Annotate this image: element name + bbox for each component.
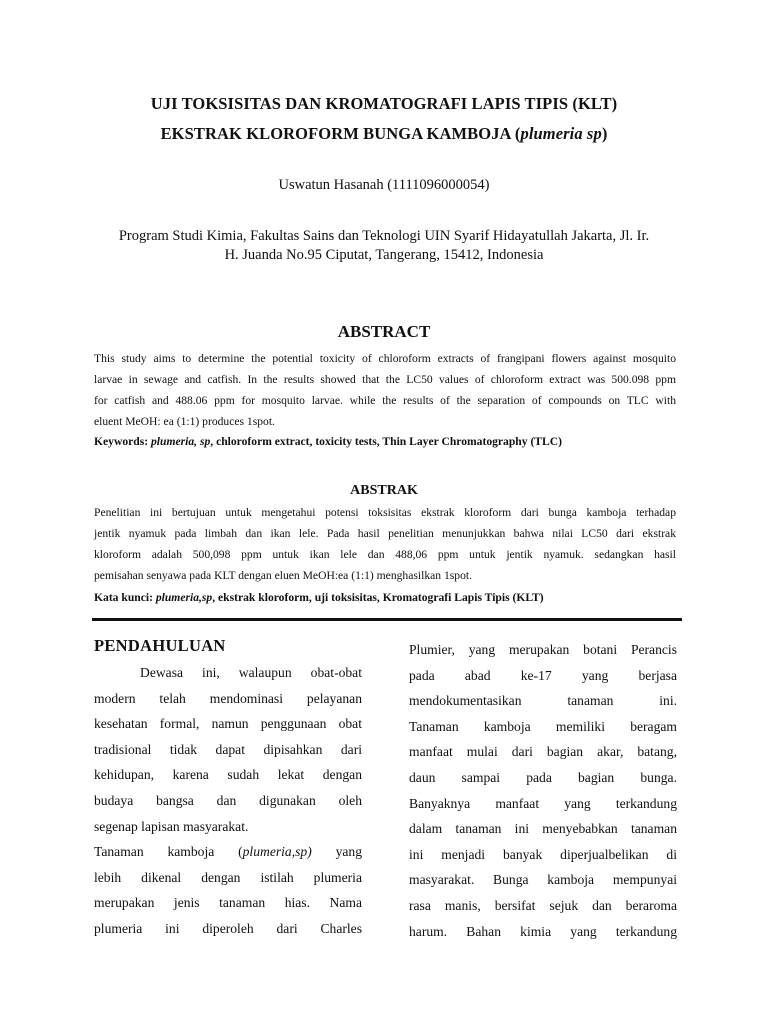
intro-right-column xyxy=(409,637,677,944)
intro-line: daun sampai pada bagian bunga. xyxy=(409,769,677,785)
intro-line: manfaat mulai dari bagian akar, batang, xyxy=(409,744,677,760)
intro-p2-suffix: yang xyxy=(311,844,362,860)
kata-kunci-list: , ekstrak kloroform, uji toksisitas, Kromatografi Lapis Tipis (KLT) xyxy=(212,591,544,604)
abstrak-keywords xyxy=(94,591,694,604)
abstract-keywords xyxy=(94,435,694,448)
abstrak-heading: ABSTRAK xyxy=(350,483,418,498)
keywords-list: , chloroform extract, toxicity tests, Thin Layer Chromatography (TLC) xyxy=(210,435,563,448)
section-divider xyxy=(92,618,682,621)
intro-line: Dewasa ini, walaupun obat-obat xyxy=(140,665,362,680)
abstrak-line: Penelitian ini bertujuan untuk mengetahui potensi toksisitas ekstrak kloroform dari bunga kamboja terhadap xyxy=(94,506,676,519)
intro-line: segenap lapisan masyarakat. xyxy=(94,818,249,834)
author-line: Uswatun Hasanah (1111096000054) xyxy=(278,177,490,193)
kata-kunci-label: Kata kunci: xyxy=(94,591,156,604)
intro-line: lebih dikenal dengan istilah plumeria xyxy=(94,869,362,885)
abstrak-body xyxy=(94,502,676,586)
intro-line: masyarakat. Bunga kamboja mempunyai xyxy=(409,872,677,888)
title-species: plumeria sp xyxy=(520,124,602,143)
intro-line: kesehatan formal, namun penggunaan obat xyxy=(94,716,362,732)
intro-p2-prefix: Tanaman kamboja ( xyxy=(94,844,243,860)
intro-line: rasa manis, bersifat sejuk dan beraroma xyxy=(409,897,677,913)
intro-line: Plumier, yang merupakan botani Perancis xyxy=(409,642,677,657)
keywords-species: plumeria, sp xyxy=(151,435,211,448)
intro-line: tradisional tidak dapat dipisahkan dari xyxy=(94,741,362,757)
intro-line: modern telah mendominasi pelayanan xyxy=(94,690,362,706)
abstract-body xyxy=(94,348,676,432)
title-line-2-suffix: ) xyxy=(601,124,608,143)
kata-kunci-species: plumeria,sp xyxy=(155,591,213,604)
abstract-line: eluent MeOH: ea (1:1) produces 1spot. xyxy=(94,415,275,428)
paper-title-line-2 xyxy=(0,124,768,144)
intro-line xyxy=(94,839,362,865)
intro-species: plumeria,sp) xyxy=(242,844,312,860)
affiliation-line-1: Program Studi Kimia, Fakultas Sains dan Teknologi UIN Syarif Hidayatullah Jakarta, Jl. Ir. xyxy=(118,228,650,244)
intro-line: Banyaknya manfaat yang terkandung xyxy=(409,795,677,811)
intro-line: Tanaman kamboja memiliki beragam xyxy=(409,718,677,734)
intro-line: dalam tanaman ini menyebabkan tanaman xyxy=(409,821,677,837)
paper-title-line-1: UJI TOKSISITAS DAN KROMATOGRAFI LAPIS TIPIS (KLT) xyxy=(150,94,618,113)
intro-line: budaya bangsa dan digunakan oleh xyxy=(94,792,362,808)
intro-line: kehidupan, karena sudah lekat dengan xyxy=(94,767,362,783)
abstrak-line: pemisahan senyawa pada KLT dengan eluen MeOH:ea (1:1) menghasilkan 1spot. xyxy=(94,569,472,582)
abstract-heading: ABSTRACT xyxy=(337,322,431,341)
abstrak-line: jentik nyamuk pada limbah dan ikan lele. Pada hasil penelitian menunjukkan bahwa nilai LC50 dari ekstrak xyxy=(94,527,676,540)
intro-line: plumeria ini diperoleh dari Charles xyxy=(94,920,362,936)
abstrak-line: kloroform adalah 500,098 ppm untuk ikan lele dan 488,06 ppm untuk jentik nyamuk. sedangkan hasil xyxy=(94,548,676,561)
abstract-line: larvae in sewage and catfish. In the results showed that the LC50 values of chloroform extract was 500.098 ppm xyxy=(94,373,676,386)
abstract-line: This study aims to determine the potential toxicity of chloroform extracts of frangipani flowers against mosquito xyxy=(94,352,676,365)
intro-line: harum. Bahan kimia yang terkandung xyxy=(409,923,677,939)
title-line-2-prefix: EKSTRAK KLOROFORM BUNGA KAMBOJA ( xyxy=(160,124,521,143)
intro-line: merupakan jenis tanaman hias. Nama xyxy=(94,895,362,911)
keywords-label: Keywords: xyxy=(94,435,151,448)
abstract-line: for catfish and 488.06 ppm for mosquito larvae. while the results of the separation of compounds on TLC with xyxy=(94,394,676,407)
intro-line: mendokumentasikan tanaman ini. xyxy=(409,693,677,709)
intro-line: ini menjadi banyak diperjualbelikan di xyxy=(409,846,677,862)
intro-line: pada abad ke-17 yang berjasa xyxy=(409,667,677,683)
intro-left-column xyxy=(94,660,362,942)
pendahuluan-heading: PENDAHULUAN xyxy=(94,636,226,655)
affiliation-line-2: H. Juanda No.95 Ciputat, Tangerang, 15412, Indonesia xyxy=(224,247,544,263)
